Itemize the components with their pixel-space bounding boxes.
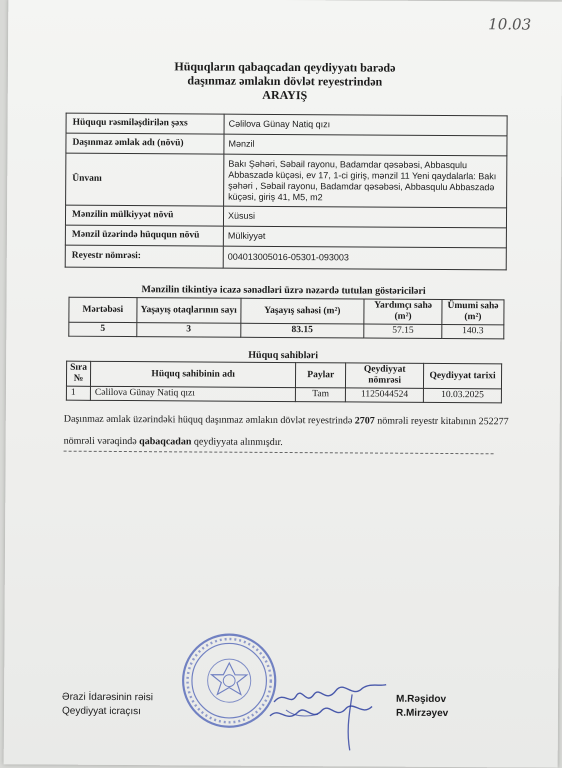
registration-type: qabaqcadan	[139, 436, 192, 448]
owners-section-title: Hüquq sahibləri	[248, 349, 319, 362]
column-header: Yaşayış sahəsi (m²)	[241, 298, 365, 324]
statement-text: nömrəli reyestr kitabının 252277 nömrəli vərəqində	[63, 415, 509, 448]
register-book-number: 2707	[354, 415, 375, 427]
info-value: Mənzil	[224, 134, 507, 156]
table-row	[65, 245, 506, 270]
table-cell: Tam	[296, 388, 346, 402]
table-row	[66, 386, 501, 403]
table-cell: 3	[137, 323, 241, 338]
signatory-names	[396, 693, 448, 721]
stats-section-title: Mənzilin tikintiyə icazə sənədləri üzrə nəzərdə tutulan göstəriciləri	[141, 284, 426, 297]
owners-table	[66, 361, 502, 404]
title-line-3: ARAYIŞ	[262, 87, 308, 103]
official-seal-stamp	[180, 631, 279, 730]
building-stats-table	[68, 297, 504, 340]
column-header: Sıra №	[66, 361, 90, 386]
info-value: Mülkiyyət	[223, 226, 506, 248]
signatory-name-2: R.Mirzəyev	[395, 707, 449, 720]
table-row	[66, 113, 507, 136]
table-cell: 57.15	[364, 324, 442, 338]
signatory-title-2: Qeydiyyat icraçısı	[61, 705, 141, 718]
table-cell: 83.15	[240, 323, 364, 338]
info-value: Bakı Şəhəri, Səbail rayonu, Badamdar qəsəbəsi, Abbasqulu Abbaszadə küçəsi, ev 17, 1-ci giriş, mənzil 11 Yeni qaydalarla: Bakı şəhəri , Səbail rayonu, Badamdar qəsəbəsi, Abbasqulu Abbaszadə küçəsi, giriş 41, M5, m2	[224, 154, 507, 208]
table-row	[65, 225, 506, 248]
column-header: Yardımçı sahə (m²)	[364, 299, 442, 324]
property-info-table	[65, 113, 508, 271]
table-cell: 1	[66, 386, 90, 400]
info-value: 004013005016-05301-093003	[223, 246, 506, 270]
statement-text: qeydiyyata alınmışdır.	[191, 436, 283, 448]
statement-text: Daşınmaz əmlak üzərindəki hüquq daşınmaz əmlakın dövlət reyestrində	[63, 413, 355, 427]
table-row	[69, 322, 504, 339]
table-cell: 10.03.2025	[423, 388, 501, 402]
column-header: Hüquq sahibinin adı	[90, 361, 295, 387]
info-value: Cəlilova Günay Natiq qızı	[224, 114, 507, 136]
table-cell: 5	[69, 322, 137, 336]
table-row	[65, 205, 506, 228]
info-label: Ünvanı	[66, 153, 224, 206]
column-header: Ümumi sahə (m²)	[442, 299, 504, 324]
table-row	[66, 153, 507, 208]
registration-statement	[64, 409, 514, 456]
info-label: Mənzilin mülkiyyət növü	[65, 205, 223, 226]
column-header: Qeydiyyat tarixi	[424, 363, 502, 388]
column-header: Yaşayış otaqlarının sayı	[137, 298, 241, 324]
info-label: Daşınmaz əmlak adı (növü)	[66, 133, 224, 154]
column-header: Qeydiyyat nömrəsi	[346, 363, 424, 388]
column-header: Mərtəbəsi	[69, 297, 137, 322]
handwritten-signatures	[266, 676, 396, 757]
info-label: Reyestr nömrəsi:	[65, 245, 223, 268]
table-cell: 140.3	[442, 324, 504, 338]
document-title	[8, 58, 562, 103]
table-cell: Cəlilova Günay Natiq qızı	[90, 386, 295, 401]
signatory-name-1: M.Rəşidov	[396, 693, 447, 706]
table-row	[66, 133, 507, 156]
title-line-2: daşınmaz əmlakın dövlət reyestrindən	[187, 73, 383, 89]
info-value: Xüsusi	[223, 206, 506, 228]
handwritten-date-note: 10.03	[488, 15, 532, 34]
table-header-row	[69, 297, 504, 325]
title-line-1: Hüquqların qabaqcadan qeydiyyatı barədə	[174, 59, 396, 75]
info-label: Hüququ rəsmiləşdirilən şəxs	[66, 113, 224, 134]
document-sheet	[4, 0, 562, 768]
signatory-titles	[62, 691, 153, 720]
info-label: Mənzil üzərində hüququn növü	[65, 225, 223, 246]
signatory-title-1: Ərazi İdarəsinin rəisi	[62, 691, 153, 704]
column-header: Paylar	[296, 363, 346, 388]
table-cell: 1125044524	[346, 388, 424, 402]
table-header-row	[66, 361, 501, 389]
